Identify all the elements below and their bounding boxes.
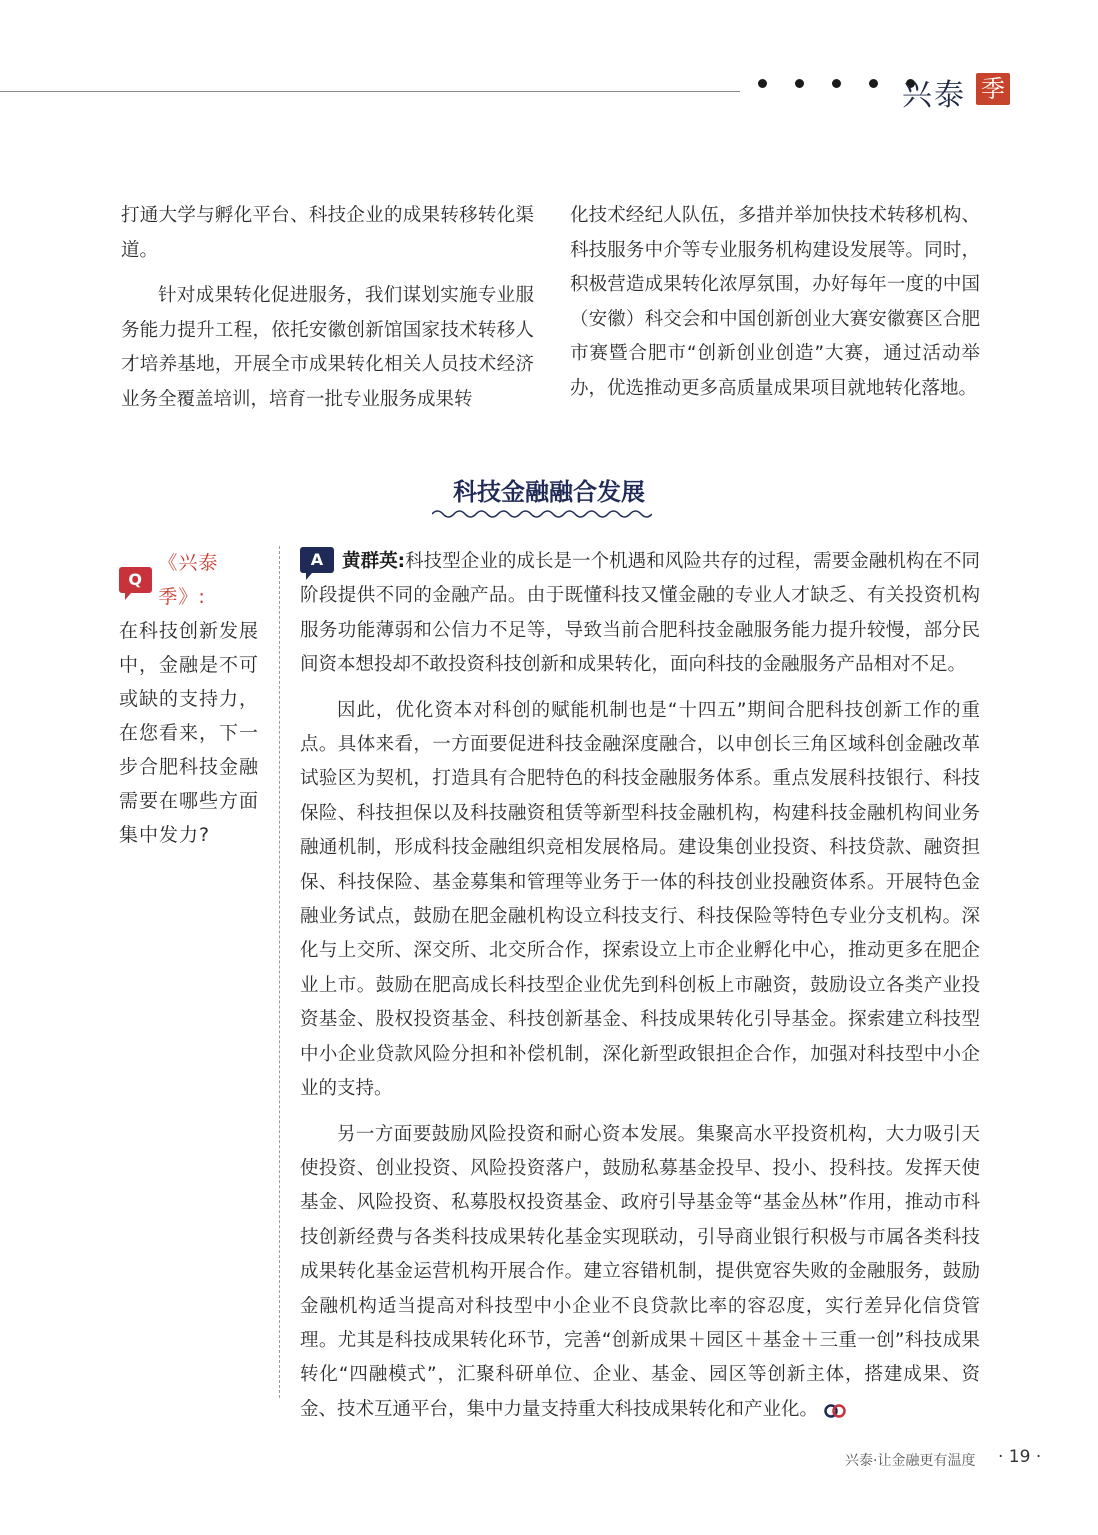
footer-slogan: 兴泰·让金融更有温度 — [845, 1453, 976, 1469]
header-dots — [758, 79, 915, 88]
paragraph: 针对成果转化促进服务，我们谋划实施专业服务能力提升工程，依托安徽创新馆国家技术转移人才培养基地，开展全市成果转化相关人员技术经济业务全覆盖培训，培育一批专业服务成果转 — [121, 285, 534, 410]
question-badge: Q — [119, 567, 152, 593]
section-title: 科技金融融合发展 — [453, 478, 645, 506]
question-header — [119, 546, 264, 614]
page-number: · 19 · — [998, 1447, 1042, 1467]
magazine-brand: 兴泰 — [902, 78, 966, 113]
answer-paragraph — [300, 1118, 980, 1428]
answer-text: 科技型企业的成长是一个机遇和风险共存的过程，需要金融机构在不同阶段提供不同的金融产品。由于既懂科技又懂金融的专业人才缺乏、有关投资机构服务功能薄弱和公信力不足等，导致当前合肥科技金融服务能力提升较慢，部分民间资本想投却不敢投资科技创新和成果转化，面向科技的金融服务产品相对不足。 — [300, 551, 980, 676]
answer-text: 另一方面要鼓励风险投资和耐心资本发展。集聚高水平投资机构，大力吸引天使投资、创业投资、风险投资落户，鼓励私募基金投早、投小、投科技。发挥天使基金、风险投资、私募股权投资基金、政府引导基金等“基金丛林”作用，推动市科技创新经费与各类科技成果转化基金实现联动，引导商业银行积极与市属各类科技成果转化基金运营机构开展合作。建立容错机制，提供宽容失败的金融服务，鼓励金融机构适当提高对科技型中小企业不良贷款比率的容忍度，实行差异化信贷管理。尤其是科技成果转化环节，完善“创新成果＋园区＋基金＋三重一创”科技成果转化“四融模式”，汇聚科研单位、企业、基金、园区等创新主体，搭建成果、资金、技术互通平台，集中力量支持重大科技成果转化和产业化。 — [300, 1123, 980, 1420]
top-right-column — [570, 199, 980, 406]
end-mark-icon — [824, 1404, 846, 1418]
question-text: 在科技创新发展中，金融是不可或缺的支持力，在您看来，下一步合肥科技金融需要在哪些方面集中发力? — [119, 620, 260, 846]
dashed-divider — [279, 546, 280, 1398]
answer-paragraph: 因此，优化资本对科创的赋能机制也是“十四五”期间合肥科技创新工作的重点。具体来看，一方面要促进科技金融深度融合，以申创长三角区域科创金融改革试验区为契机，打造具有合肥特色的科技金融服务体系。重点发展科技银行、科技保险、科技担保以及科技融资租赁等新型科技金融机构，构建科技金融机构间业务融通机制，形成科技金融组织竞相发展格局。建设集创业投资、科技贷款、融资担保、科技保险、基金募集和管理等业务于一体的科技创业投融资体系。开展特色金融业务试点，鼓励在肥金融机构设立科技支行、科技保险等特色专业分支机构。深化与上交所、深交所、北交所合作，探索设立上市企业孵化中心，推动更多在肥企业上市。鼓励在肥高成长科技型企业优先到科创板上市融资，鼓励设立各类产业投资基金、股权投资基金、科技创新基金、科技成果转化引导基金。探索建立科技型中小企业贷款风险分担和补偿机制，深化新型政银担企合作，加强对科技型中小企业的支持。 — [300, 699, 980, 1100]
wave-divider — [432, 508, 652, 520]
answer-block — [300, 545, 980, 1427]
paragraph: 化技术经纪人队伍，多措并举加快技术转移机构、科技服务中介等专业服务机构建设发展等。同时，积极营造成果转化浓厚氛围，办好每年一度的中国（安徽）科交会和中国创新创业大赛安徽赛区合肥市赛暨合肥市“创新创业创造”大赛，通过活动举办，优选推动更多高质量成果项目就地转化落地。 — [570, 205, 980, 399]
question-block — [119, 546, 264, 852]
header-dot — [869, 79, 878, 88]
answer-badge: A — [300, 547, 334, 573]
header-dot — [832, 79, 841, 88]
question-source: 《兴泰季》: — [158, 552, 219, 608]
answer-paragraph — [300, 545, 980, 683]
answer-speaker: 黄群英: — [342, 551, 406, 572]
paragraph: 打通大学与孵化平台、科技企业的成果转移转化渠道。 — [121, 205, 534, 261]
top-left-column — [121, 199, 534, 417]
header-dot — [795, 79, 804, 88]
header-rule — [0, 91, 740, 92]
header-dot — [758, 79, 767, 88]
magazine-seal-logo: 季 — [976, 73, 1010, 105]
